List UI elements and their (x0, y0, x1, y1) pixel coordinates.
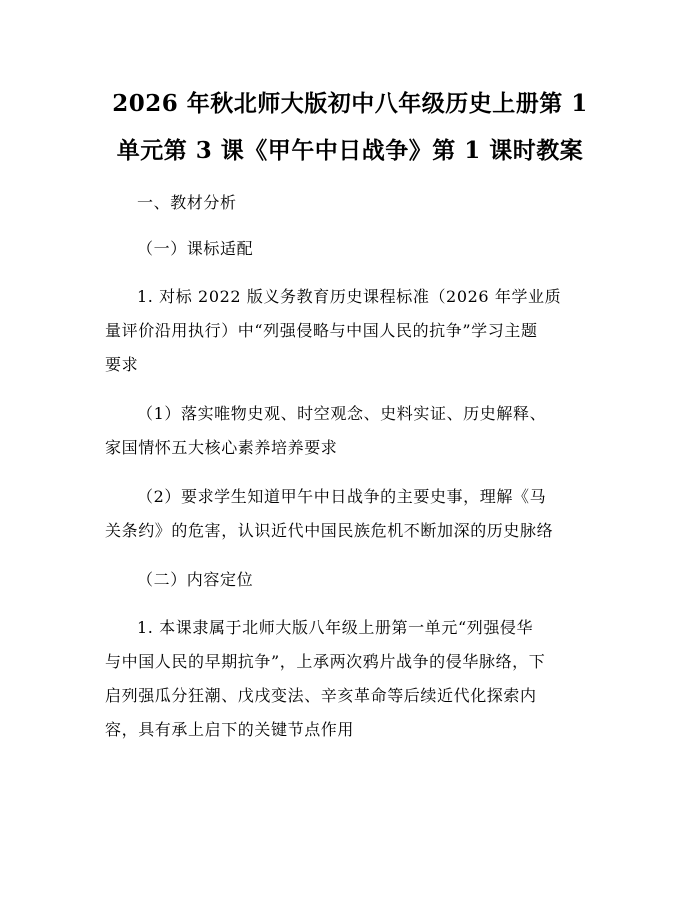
paragraph-line: 启列强瓜分狂潮、戊戌变法、辛亥革命等后续近代化探索内 (105, 686, 537, 705)
paragraph-line: 要求 (105, 355, 139, 374)
paragraph-line: （1）落实唯物史观、时空观念、史料实证、历史解释、 (137, 404, 547, 423)
subsection-heading-curriculum-standards: （一）课标适配 (137, 239, 254, 258)
paragraph-line: （2）要求学生知道甲午中日战争的主要史事，理解《马 (137, 487, 547, 506)
paragraph-line: 1. 本课隶属于北师大版八年级上册第一单元“列强侵华 (137, 618, 534, 637)
document-title (100, 80, 600, 174)
paragraph-line: 1. 对标 2022 版义务教育历史课程标准（2026 年学业质 (137, 287, 562, 306)
title-line-1: 2026 年秋北师大版初中八年级历史上册第 1 (112, 90, 588, 117)
title-line-2: 单元第 3 课《甲午中日战争》第 1 课时教案 (116, 137, 584, 164)
paragraph-item-1 (105, 280, 605, 382)
section-heading-textbook-analysis: 一、教材分析 (137, 193, 237, 212)
paragraph-line: 量评价沿用执行）中“列强侵略与中国人民的抗争”学习主题 (105, 321, 538, 340)
paragraph-item-2 (105, 611, 605, 747)
subsection-heading-content-positioning: （二）内容定位 (137, 570, 254, 589)
paragraph-sub-item-2 (105, 480, 605, 548)
paragraph-sub-item-1 (105, 397, 605, 465)
paragraph-line: 家国情怀五大核心素养培养要求 (105, 438, 338, 457)
paragraph-line: 关条约》的危害，认识近代中国民族危机不断加深的历史脉络 (105, 521, 554, 540)
paragraph-line: 容，具有承上启下的关键节点作用 (105, 720, 355, 739)
paragraph-line: 与中国人民的早期抗争”，上承两次鸦片战争的侵华脉络，下 (105, 652, 546, 671)
